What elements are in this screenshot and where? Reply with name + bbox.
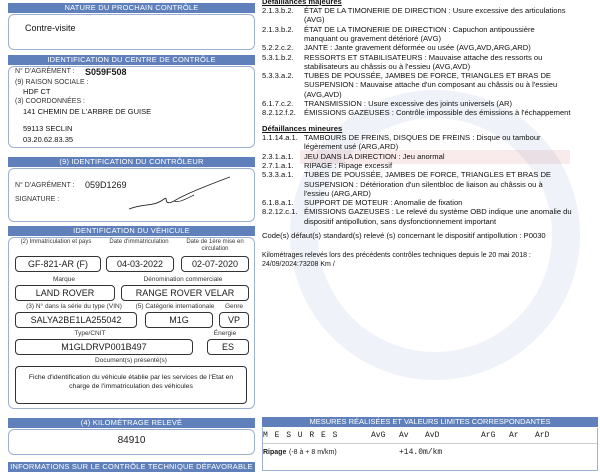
ripage-value: +14.0m/km [399,448,443,457]
mesures-header: MESURES RÉALISÉES ET VALEURS LIMITES CORRESPONDANTES [262,417,598,427]
controleur-agrement-label: N° D'AGRÉMENT : [15,182,75,189]
controleur-agrement-value: 059D1269 [85,180,127,190]
defect-continuation: l'essieu (ARG,ARD) [304,188,371,198]
mesures-divider [263,443,597,444]
defect-row [262,133,541,142]
defect-row [262,170,551,179]
centre-raison-value: HDF CT [23,87,51,96]
col-ar: Ar [509,431,519,440]
vehicule-header: IDENTIFICATION DU VÉHICULE [8,226,255,236]
defect-code: 2.1.3.b.2. [262,24,294,34]
controleur-box [8,168,255,222]
defect-continuation: (AVG) [304,15,325,25]
defect-code: 5.3.3.a.2. [262,71,294,81]
defect-row [262,161,392,170]
docs-value: Fiche d'identification du véhicule établie par les services de l'Etat en charge de l'immatriculation des véhicules [28,374,234,390]
immat-label: (2) Immatriculation et pays [20,239,92,245]
energie-label: Énergie [213,330,237,337]
defect-text: ÉTAT DE LA TIMONERIE DE DIRECTION : Capuchon antipoussière [304,24,535,34]
cat-value: M1G [145,312,213,328]
controleur-header: (9) IDENTIFICATION DU CONTRÔLEUR [8,157,255,167]
defect-row [262,108,571,117]
defect-code: 2.1.3.b.2. [262,6,294,15]
defect-code: 5.3.1.b.2. [262,52,294,62]
km-header: (4) KILOMÉTRAGE RELEVÉ [8,418,255,428]
defect-text: ÉMISSIONS GAZEUSES : Contrôle impossible des émissions à l'échappement [304,108,571,118]
col-ard: ArD [535,431,550,440]
mesures-box [262,428,598,471]
defaillances-mineures-title: Défaillances mineures [262,124,343,133]
defect-continuation: légèrement usé (ARG,ARD) [304,142,399,152]
immat-value: GF-821-AR (F) [15,256,101,272]
defaillances-majeures-title: Défaillances majeures [262,0,342,6]
defect-text: ÉTAT DE LA TIMONERIE DE DIRECTION : Usure excessive des articulations [304,6,566,15]
defect-text: TUBES DE POUSSÉE, JAMBES DE FORCE, TRIANGLES ET BRAS DE [304,71,551,81]
defect-continuation: dispositif antipollution, sans dysfonctionnement important [304,216,497,226]
defect-continuation: SUSPENSION : Mauvaise attache d'un composant au châssis ou à l'essieu [304,80,558,90]
centre-address2: 59113 SECLIN [23,124,73,133]
defect-row [262,71,551,80]
date-ct-label: Date d'immatriculation [109,239,169,245]
defect-continuation: stabilisateurs au châssis ou à l'essieu (AVG,AVD) [304,61,471,71]
defect-text: JANTE : Jante gravement déformée ou usée (AVG,AVD,ARG,ARD) [304,43,531,53]
defect-text: TUBES DE POUSSÉE, JAMBES DE FORCE, TRIANGLES ET BRAS DE [304,170,551,180]
defect-continuation: SUSPENSION : Détérioration d'un silentbloc de liaison au châssis ou à [304,179,543,189]
centre-coord-label: (3) COORDONNÉES : [15,98,86,105]
defect-code: 8.2.12.c.1. [262,207,298,217]
defect-text: TRANSMISSION : Usure excessive des joints universels (AR) [304,99,513,108]
modele-label: Dénomination commerciale [143,276,223,283]
defect-row [262,25,535,34]
km-box [8,429,255,455]
defect-text: ÉMISSIONS GAZEUSES : Le relevé du système OBD indique une anomalie du [304,207,572,217]
defect-row [262,53,542,62]
vin-label: (3) N° dans la série du type (VIN) [26,303,122,310]
defect-text: TAMBOURS DE FREINS, DISQUES DE FREINS : Disque ou tambour [304,133,541,142]
defect-row [262,198,462,207]
vin-value: SALYA2BE1LA255042 [15,312,137,328]
defect-code: 2.7.1.a.1. [262,160,294,170]
km-history-line2: 24/09/2024:73208 Km / [262,261,335,268]
defect-row [262,152,445,161]
km-value: 84910 [117,435,146,446]
date-1-label: Date de 1ère mise en circulation [186,239,244,252]
vehicule-box [8,237,255,409]
col-av: Av [399,431,409,440]
genre-label: Genre [224,303,244,310]
prochain-controle-box [8,14,255,50]
defect-text: RIPAGE : Ripage excessif [304,160,393,170]
centre-box [8,66,255,148]
defect-text: SUPPORT DE MOTEUR : Anomalie de fixation [304,198,463,208]
centre-phone: 03.20.62.83.35 [23,135,74,144]
defect-continuation: manquant ou gravement détérioré (AVG) [304,33,442,43]
defect-row [262,99,512,108]
prochain-controle-value: Contre-visite [25,23,76,33]
docs-box [15,366,247,404]
marque-value: LAND ROVER [15,285,115,301]
col-arg: ArG [481,431,496,440]
mesures-title: M E S U R E S [263,431,339,440]
defect-code: 5.3.3.a.1. [262,170,294,180]
date-1-value: 02-07-2020 [181,256,249,272]
marque-label: Marque [52,276,76,283]
centre-raison-label: (9) RAISON SOCIALE : [15,79,89,86]
defect-code: 6.1.8.a.1. [262,198,294,208]
defect-continuation: (AVG,AVD) [304,89,342,99]
defect-code: 8.2.12.f.2. [262,108,296,118]
defect-code: 2.3.1.a.1. [262,151,294,161]
energie-value: ES [207,339,249,355]
cat-label: (5) Catégorie internationale [135,303,215,310]
defect-row [262,43,531,52]
ripage-range: (-8 à + 8 m/km) [289,449,337,456]
code-defaut-line: Code(s) défaut(s) standard(s) relevé (s) concernant le dispositif antipollution : P0030 [262,231,546,240]
controleur-signature-label: SIGNATURE : [15,196,60,203]
defect-text: RESSORTS ET STABILISATEURS : Mauvaise attache des ressorts ou [304,52,543,62]
defect-code: 5.2.2.c.2. [262,43,294,53]
type-label: Type/CNIT [74,330,106,337]
km-history-line1: Kilométrages relevés lors des précédents contrôles techniques depuis le 20 mai 2018 : [262,252,531,259]
centre-header: IDENTIFICATION DU CENTRE DE CONTRÔLE [8,55,255,65]
col-avg: AvG [371,431,386,440]
col-avd: AvD [425,431,440,440]
type-value: M1GLDRVP001B497 [15,339,193,355]
date-ct-value: 04-03-2022 [106,256,174,272]
docs-label: Document(s) présenté(s) [95,357,167,364]
ripage-label: Ripage [263,449,287,456]
centre-agrement-label: N° D'AGRÉMENT : [15,68,75,75]
genre-value: VP [219,312,249,328]
defect-code: 1.1.14.a.1. [262,133,298,142]
defect-text: JEU DANS LA DIRECTION : Jeu anormal [304,151,445,161]
defect-row [262,6,566,15]
centre-agrement-value: S059F508 [85,67,127,77]
modele-value: RANGE ROVER VELAR [121,285,249,301]
prochain-controle-header: NATURE DU PROCHAIN CONTRÔLE [8,3,255,13]
defect-code: 6.1.7.c.2. [262,99,294,108]
defect-row [262,207,572,216]
signature-scribble [124,173,234,213]
centre-address1: 141 CHEMIN DE L'ARBRE DE GUISE [23,107,152,116]
bottom-left-header: INFORMATIONS SUR LE CONTRÔLE TECHNIQUE DÉFAVORABLE [8,462,255,472]
